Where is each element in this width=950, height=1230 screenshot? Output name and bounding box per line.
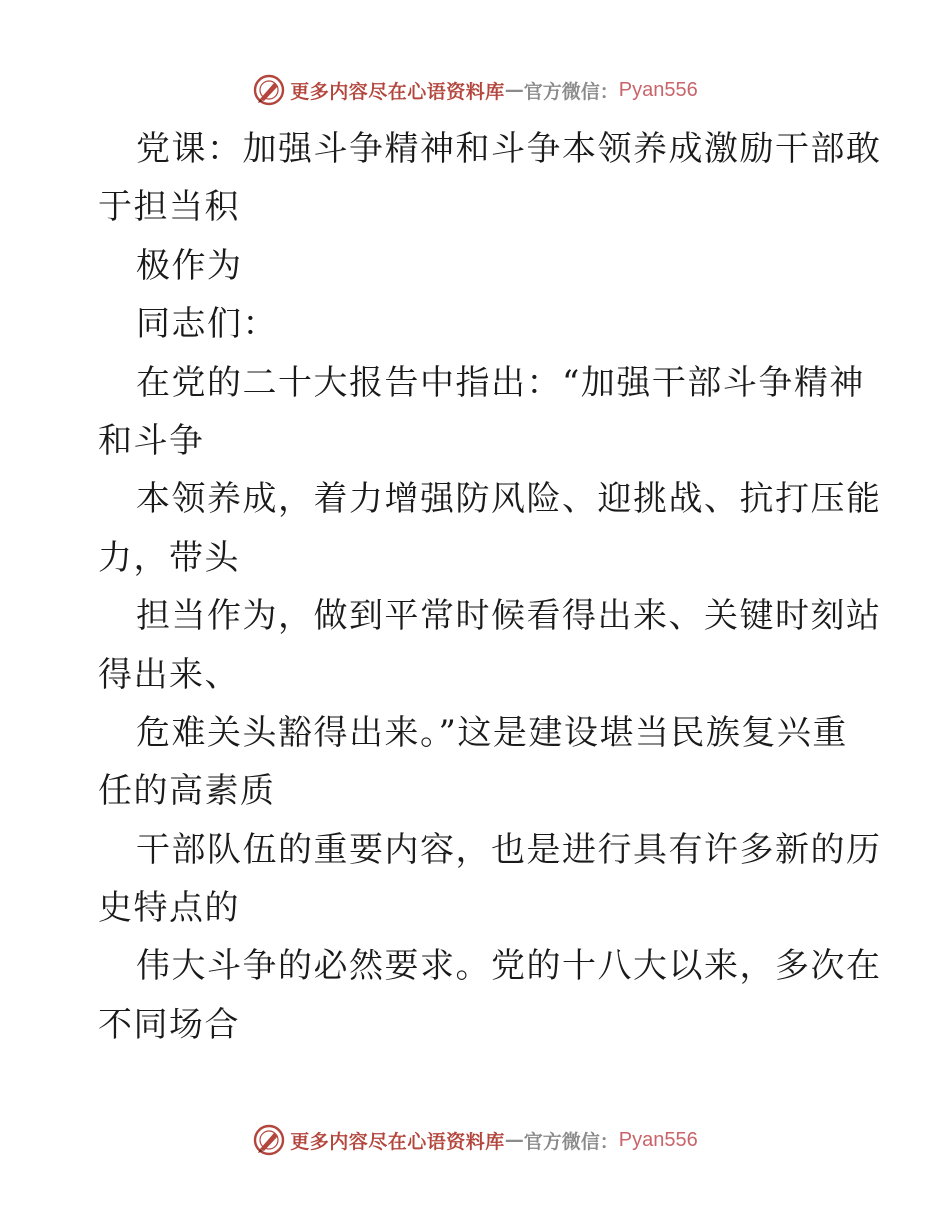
text-line: 任的高素质 <box>98 771 276 812</box>
watermark-dash: — <box>504 79 524 101</box>
text-line: 力，带头 <box>98 537 240 578</box>
watermark-id: Pyan556 <box>618 78 698 101</box>
text-line: 党课：加强斗争精神和斗争本领养成激励干部敢 <box>136 129 882 169</box>
text-line: 同志们： <box>136 304 278 345</box>
text-line: 不同场合 <box>98 1004 240 1045</box>
text-line: 在党的二十大报告中指出：“加强干部斗争精神 <box>136 362 865 403</box>
footer-watermark <box>0 1120 950 1160</box>
watermark-label: 官方微信： <box>523 1130 619 1153</box>
text-line: 得出来、 <box>98 654 240 695</box>
watermark-text: 更多内容尽在心语资料库 <box>290 80 505 103</box>
text-line: 于担当积 <box>98 187 240 228</box>
pen-logo-icon <box>252 73 286 107</box>
text-line: 干部队伍的重要内容，也是进行具有许多新的历 <box>136 829 882 870</box>
watermark-text: 更多内容尽在心语资料库 <box>290 1130 505 1153</box>
watermark-dash: — <box>504 1129 524 1151</box>
text-line: 本领养成，着力增强防风险、迎挑战、抗打压能 <box>136 479 882 520</box>
document-body <box>98 120 882 1054</box>
header-watermark <box>0 70 950 110</box>
text-line: 危难关头豁得出来。”这是建设堪当民族复兴重 <box>136 712 848 753</box>
watermark-id: Pyan556 <box>618 1128 698 1151</box>
text-line: 和斗争 <box>98 420 205 461</box>
pen-logo-icon <box>252 1123 286 1157</box>
watermark-label: 官方微信： <box>523 80 619 103</box>
text-line: 担当作为，做到平常时候看得出来、关键时刻站 <box>136 596 882 637</box>
text-line: 史特点的 <box>98 888 240 929</box>
text-line: 伟大斗争的必然要求。党的十八大以来，多次在 <box>136 946 882 987</box>
text-line: 极作为 <box>136 245 243 286</box>
